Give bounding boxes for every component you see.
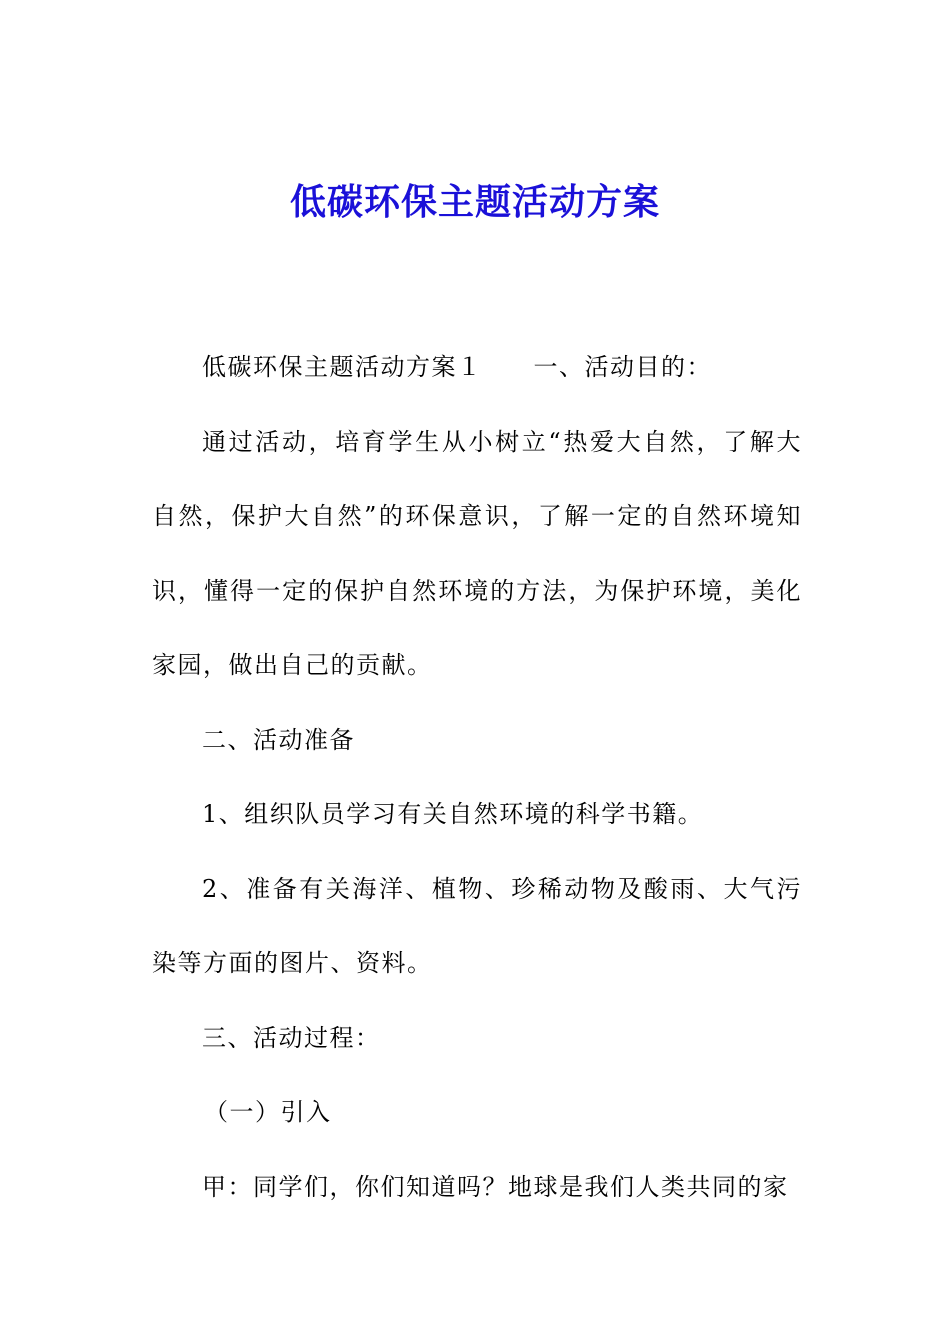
paragraph-introduction-subheading: （一）引入 [204, 1098, 332, 1126]
paragraph-preparation-item-1: 1、组织队员学习有关自然环境的科学书籍。 [202, 800, 704, 828]
paragraph-preparation-heading: 二、活动准备 [202, 725, 355, 754]
document-title: 低碳环保主题活动方案 [289, 181, 660, 223]
paragraph-intro-heading: 低碳环保主题活动方案１ 一、活动目的： [202, 353, 712, 381]
paragraph-process-heading: 三、活动过程： [202, 1023, 381, 1052]
paragraph-activity-purpose: 通过活动，培育学生从小树立“热爱大自然，了解大自然，保护大自然”的环保意识，了解一定的自然环境知识，懂得一定的保护自然环境的方法，为保护环境，美化家园，做出自己的贡献。 [152, 427, 802, 679]
paragraph-dialogue-line: 甲：同学们，你们知道吗？地球是我们人类共同的家 [202, 1172, 789, 1201]
document-body [152, 330, 802, 1224]
paragraph-preparation-item-2: 2、准备有关海洋、植物、珍稀动物及酸雨、大气污染等方面的图片、资料。 [152, 874, 802, 977]
